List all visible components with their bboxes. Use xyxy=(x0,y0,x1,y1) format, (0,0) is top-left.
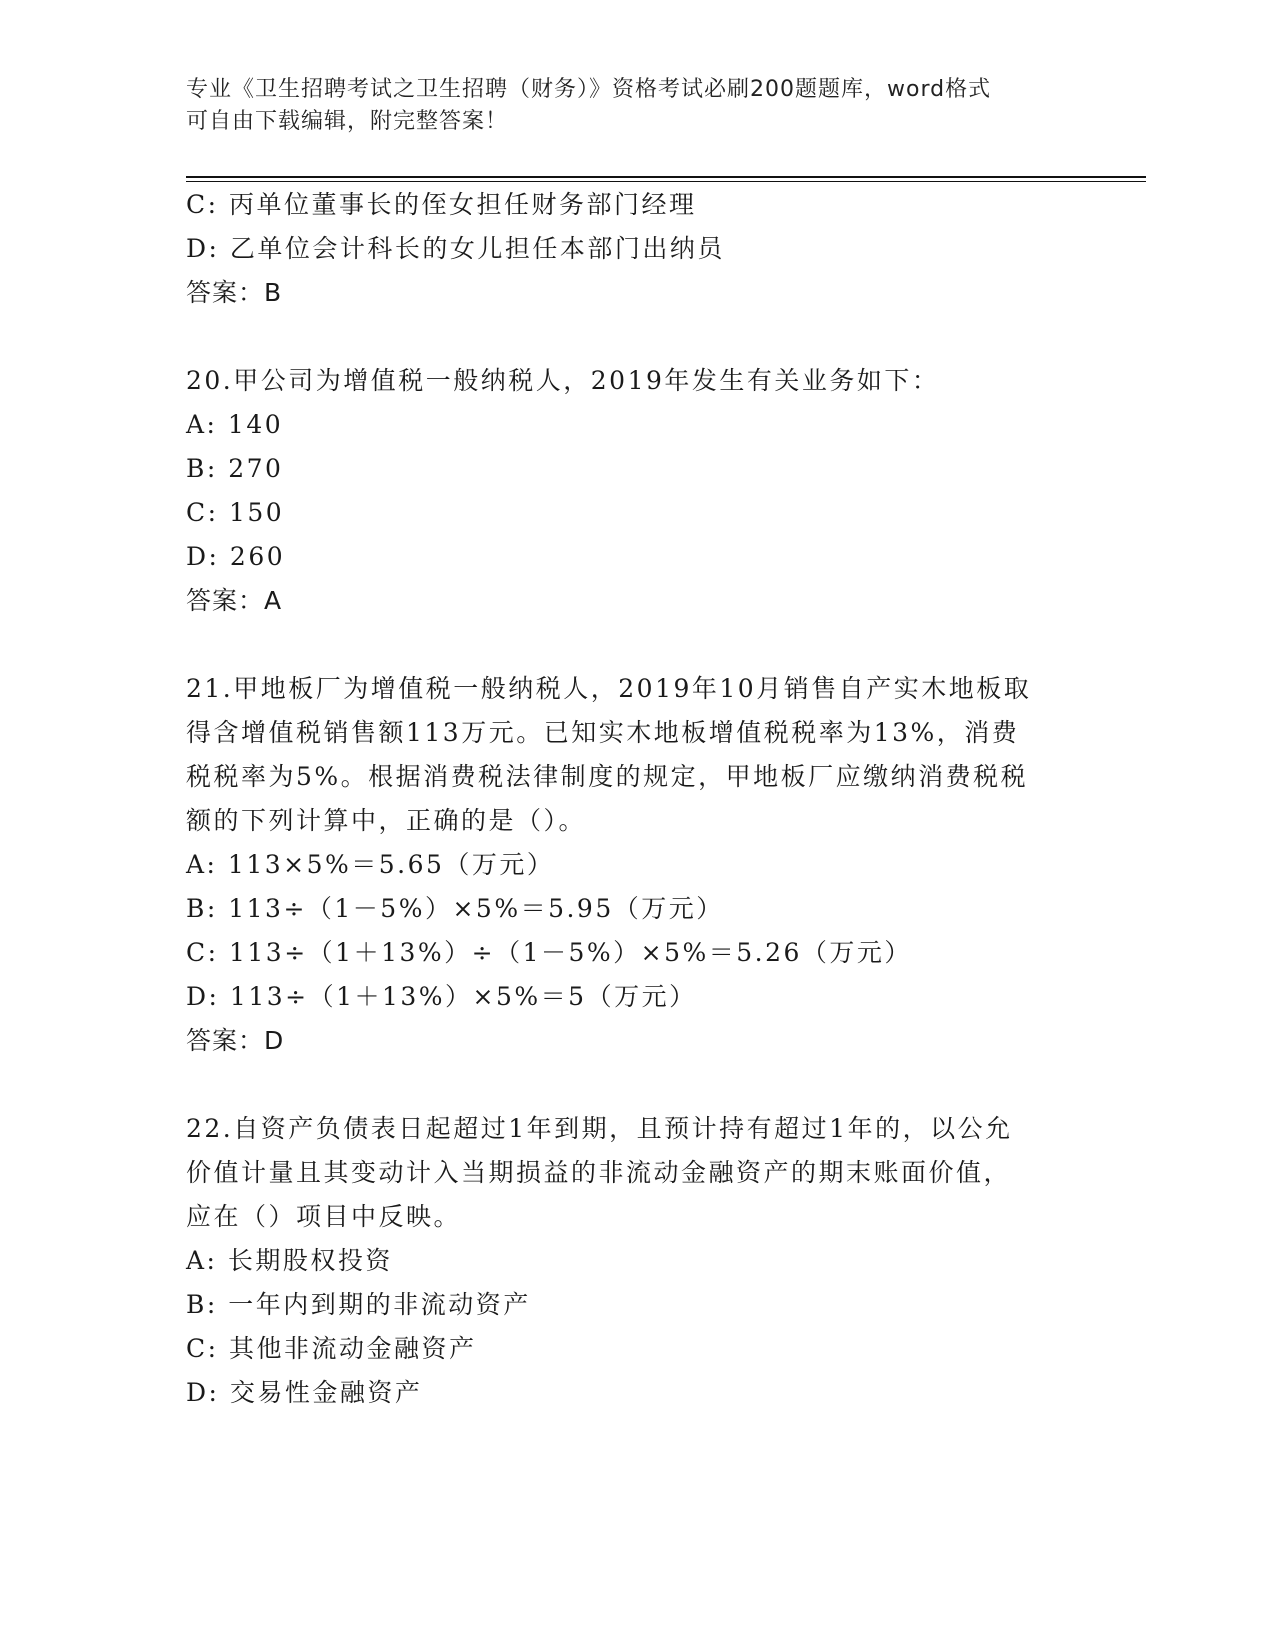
q22-option-d: D: 交易性金融资产 xyxy=(186,1378,423,1407)
q20-option-a: A: 140 xyxy=(186,410,284,439)
q20-answer: 答案：A xyxy=(186,586,283,615)
header-rule-thick xyxy=(186,176,1146,178)
q22-option-c: C: 其他非流动金融资产 xyxy=(186,1334,477,1363)
header-line-1: 专业《卫生招聘考试之卫生招聘（财务）》资格考试必刷200题题库，word格式 xyxy=(186,77,992,102)
q21-option-a: A: 113×5%＝5.65（万元） xyxy=(186,850,555,879)
q22-stem-line-1: 22.自资产负债表日起超过1年到期，且预计持有超过1年的，以公允 xyxy=(186,1114,1013,1143)
q22-stem-line-2: 价值计量且其变动计入当期损益的非流动金融资产的期末账面价值， xyxy=(186,1158,1012,1187)
q21-stem-line-3: 税税率为5%。根据消费税法律制度的规定，甲地板厂应缴纳消费税税 xyxy=(186,762,1029,791)
q21-answer: 答案：D xyxy=(186,1026,285,1055)
q21-option-c: C: 113÷（1＋13%）÷（1－5%）×5%＝5.26（万元） xyxy=(186,938,912,967)
q21-stem-line-2: 得含增值税销售额113万元。已知实木地板增值税税率为13%，消费 xyxy=(186,718,1020,747)
q21-option-d: D: 113÷（1＋13%）×5%＝5（万元） xyxy=(186,982,697,1011)
q20-option-d: D: 260 xyxy=(186,542,286,571)
q20-option-b: B: 270 xyxy=(186,454,284,483)
q22-stem-line-3: 应在（）项目中反映。 xyxy=(186,1202,462,1231)
header-line-2: 可自由下载编辑，附完整答案！ xyxy=(186,109,509,134)
q21-stem-line-1: 21.甲地板厂为增值税一般纳税人，2019年10月销售自产实木地板取 xyxy=(186,674,1032,703)
q21-stem-line-4: 额的下列计算中，正确的是（）。 xyxy=(186,806,587,835)
q19-option-d: D: 乙单位会计科长的女儿担任本部门出纳员 xyxy=(186,234,725,263)
q20-stem: 20.甲公司为增值税一般纳税人，2019年发生有关业务如下： xyxy=(186,366,940,395)
q19-option-c: C: 丙单位董事长的侄女担任财务部门经理 xyxy=(186,190,697,219)
q22-option-a: A: 长期股权投资 xyxy=(186,1246,393,1275)
q22-option-b: B: 一年内到期的非流动资产 xyxy=(186,1290,531,1319)
q19-answer: 答案：B xyxy=(186,278,283,307)
q20-option-c: C: 150 xyxy=(186,498,285,527)
header-rule-thin xyxy=(186,181,1146,182)
document-header xyxy=(186,74,1086,138)
q21-option-b: B: 113÷（1－5%）×5%＝5.95（万元） xyxy=(186,894,724,923)
